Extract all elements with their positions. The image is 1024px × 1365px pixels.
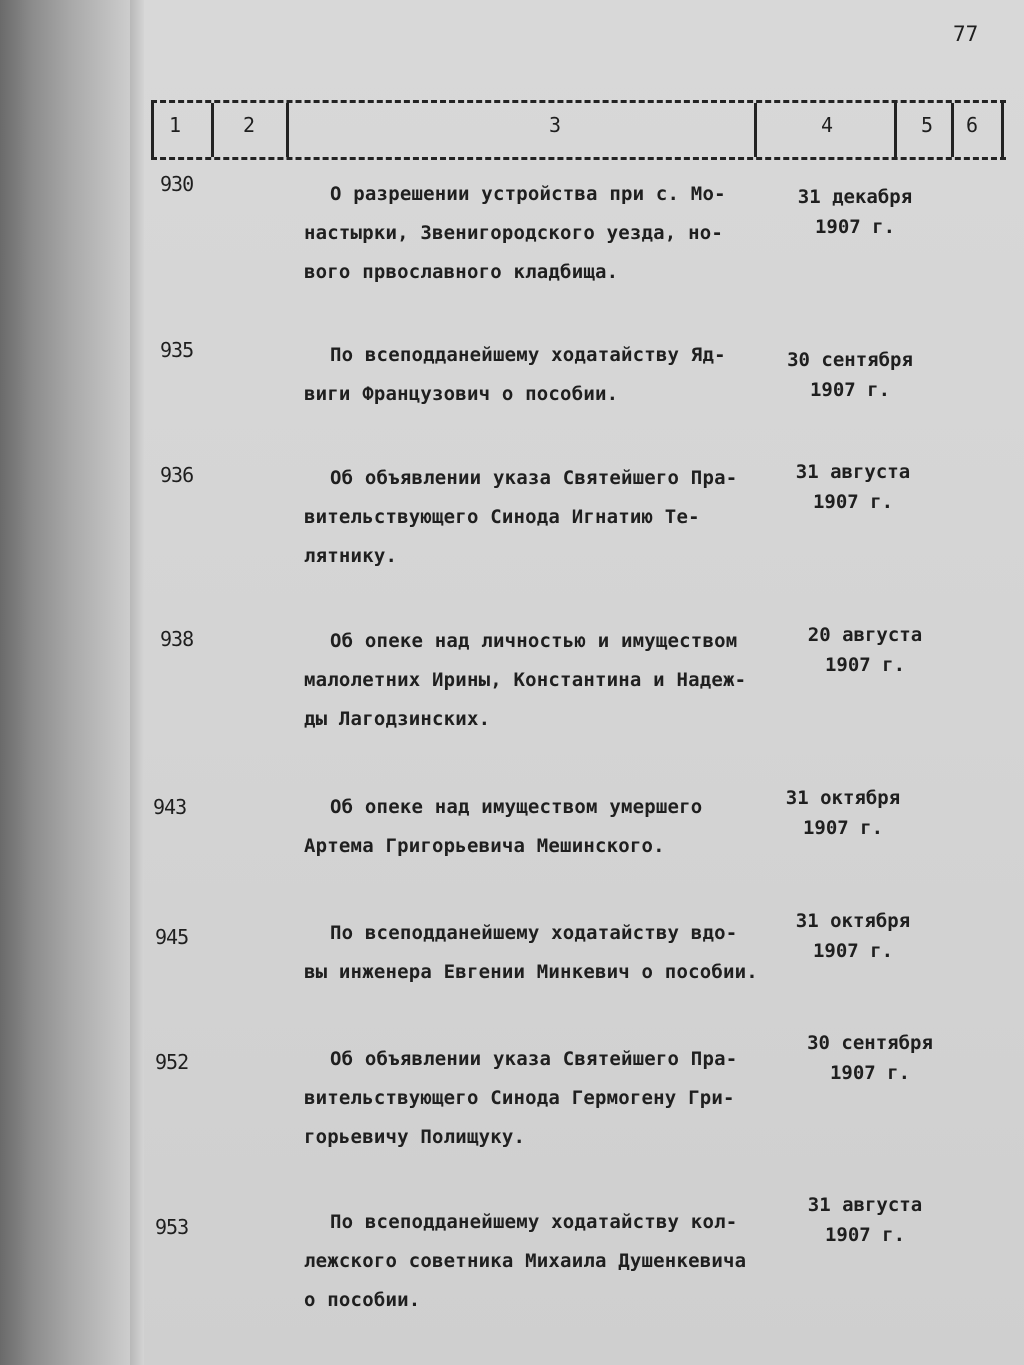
- entry-date: [758, 783, 928, 843]
- entry-text-line: вого првославного кладбища.: [304, 261, 619, 283]
- entry-date-day: 31 августа: [807, 1194, 923, 1216]
- entry-text-line: вы инженера Евгении Минкевич о пособии.: [304, 961, 758, 983]
- entry-text-line: настырки, Звенигородского уезда, но-: [304, 222, 724, 244]
- column-number-2: 2: [243, 113, 256, 137]
- entry-description: [304, 914, 794, 992]
- entry-date: [780, 1190, 950, 1250]
- column-number-4: 4: [821, 113, 834, 137]
- entry-description: [304, 1040, 794, 1157]
- entry-date-day: 20 августа: [807, 624, 923, 646]
- entry-number: 945: [155, 925, 189, 949]
- entry-description: [304, 459, 794, 576]
- entry-text-line: вительствующего Синода Игнатию Те-: [304, 506, 700, 528]
- entry-date-year: 1907 г.: [809, 379, 891, 401]
- entry-date: [780, 620, 950, 680]
- entry-date: [768, 457, 938, 517]
- page-edge: [130, 0, 144, 1365]
- entry-number: 953: [155, 1215, 189, 1239]
- column-number-1: 1: [169, 113, 182, 137]
- entry-description: [304, 175, 794, 292]
- entry-number: 935: [160, 338, 194, 362]
- entry-text-line: лятнику.: [304, 545, 398, 567]
- entry-description: [304, 788, 794, 866]
- entry-text-line: ды Лагодзинских.: [304, 708, 491, 730]
- entry-number: 943: [153, 795, 187, 819]
- entry-date-day: 31 декабря: [797, 186, 913, 208]
- entry-date-day: 31 августа: [795, 461, 911, 483]
- entry-date-year: 1907 г.: [812, 491, 894, 513]
- entry-number: 938: [160, 627, 194, 651]
- entry-text-line: По всеподданейшему ходатайству Яд-: [330, 344, 726, 366]
- entry-date-year: 1907 г.: [802, 817, 884, 839]
- entry-number: 930: [160, 172, 194, 196]
- column-divider: [211, 103, 214, 157]
- entry-date: [768, 906, 938, 966]
- entry-text-line: Об опеке над имуществом умершего: [330, 796, 703, 818]
- entry-text-line: По всеподданейшему ходатайству вдо-: [330, 922, 738, 944]
- entry-date-year: 1907 г.: [824, 1224, 906, 1246]
- column-divider: [894, 103, 897, 157]
- entry-number: 936: [160, 463, 194, 487]
- entry-number: 952: [155, 1050, 189, 1074]
- entry-date-year: 1907 г.: [814, 216, 896, 238]
- entry-date-year: 1907 г.: [824, 654, 906, 676]
- entry-text-line: о пособии.: [304, 1289, 421, 1311]
- entry-text-line: Об опеке над личностью и имуществом: [330, 630, 738, 652]
- entry-text-line: Об объявлении указа Святейшего Пра-: [330, 467, 738, 489]
- entry-date-day: 30 сентября: [807, 1032, 933, 1054]
- entry-description: [304, 336, 794, 414]
- column-divider: [754, 103, 757, 157]
- column-divider: [1001, 103, 1004, 157]
- book-binding: [0, 0, 130, 1365]
- entry-text-line: лежского советника Михаила Душенкевича: [304, 1250, 747, 1272]
- entry-text-line: По всеподданейшему ходатайству кол-: [330, 1211, 738, 1233]
- entry-date-day: 31 октября: [785, 787, 901, 809]
- page-number: 77: [953, 22, 979, 46]
- entry-text-line: О разрешении устройства при с. Мо-: [330, 183, 726, 205]
- entry-date: [785, 1028, 955, 1088]
- column-header-row: [151, 100, 1006, 160]
- entry-date-year: 1907 г.: [812, 940, 894, 962]
- entry-text-line: горьевичу Полищуку.: [304, 1126, 526, 1148]
- entry-date-day: 31 октября: [795, 910, 911, 932]
- entry-description: [304, 1203, 794, 1320]
- entry-text-line: Об объявлении указа Святейшего Пра-: [330, 1048, 738, 1070]
- entry-text-line: малолетних Ирины, Константина и Надеж-: [304, 669, 747, 691]
- column-number-3: 3: [549, 113, 562, 137]
- column-divider: [151, 103, 154, 157]
- entry-text-line: Артема Григорьевича Мешинского.: [304, 835, 665, 857]
- entry-date-day: 30 сентября: [787, 349, 913, 371]
- entry-date-year: 1907 г.: [829, 1062, 911, 1084]
- entry-date: [770, 182, 940, 242]
- column-number-5: 5: [921, 113, 934, 137]
- column-number-6: 6: [966, 113, 979, 137]
- column-divider: [951, 103, 954, 157]
- column-divider: [286, 103, 289, 157]
- entry-description: [304, 622, 794, 739]
- entry-text-line: виги Французович о пособии.: [304, 383, 619, 405]
- entry-date: [765, 345, 935, 405]
- entry-text-line: вительствующего Синода Гермогену Гри-: [304, 1087, 735, 1109]
